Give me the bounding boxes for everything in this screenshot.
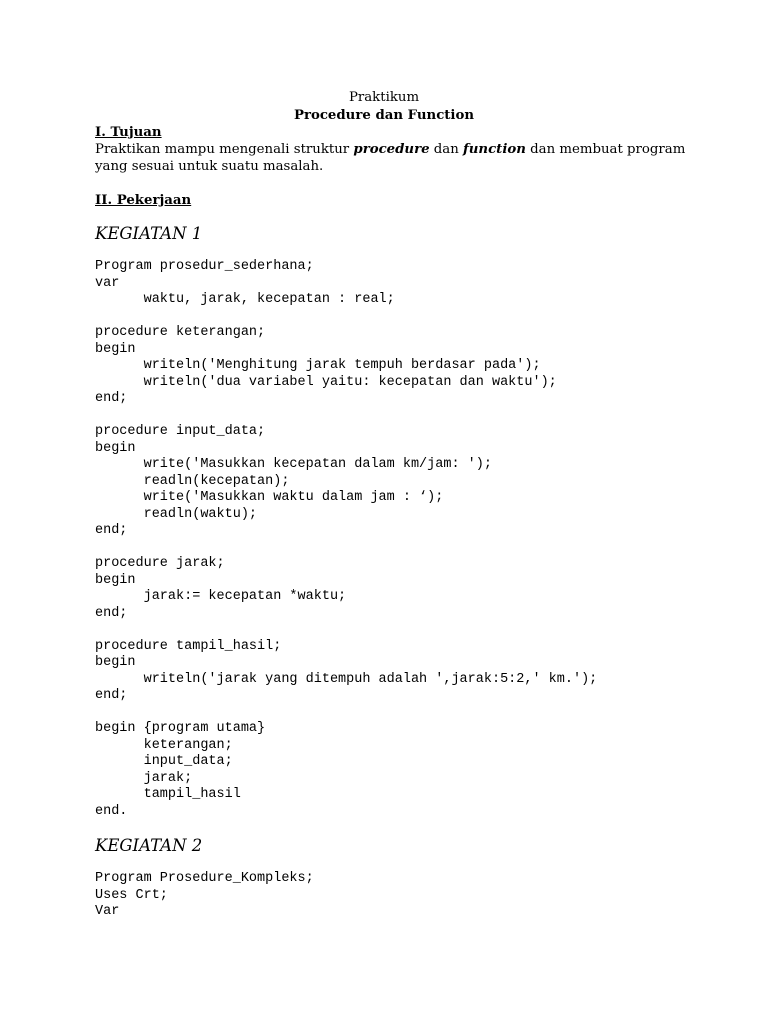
tujuan-text-1: Praktikan mampu mengenali struktur: [95, 142, 354, 157]
tujuan-text-2: dan: [429, 142, 464, 157]
kegiatan-1-heading: KEGIATAN 1: [95, 224, 203, 243]
section-heading-pekerjaan: II. Pekerjaan: [95, 193, 192, 208]
tujuan-text-3: dan membuat program: [525, 142, 686, 157]
emphasis-function: function: [463, 142, 526, 157]
document-subtitle: Procedure dan Function: [293, 108, 475, 123]
emphasis-procedure: procedure: [353, 142, 430, 157]
document-title: Praktikum: [348, 90, 420, 105]
section-heading-tujuan: I. Tujuan: [95, 125, 162, 140]
kegiatan-1-code-block: Program prosedur_sederhana; var waktu, jarak, kecepatan : real; procedure keterangan; begin writeln('Menghitung jarak tempuh berdasar pada'); writeln('dua variabel yaitu: kecepatan dan waktu'); end; procedure input_data; begin write('Masukkan kecepatan dalam km/jam: '); readln(kecepatan); write('Masukkan waktu dalam jam : ‘); readln(waktu); end; procedure jarak; begin jarak:= kecepatan *waktu; end; procedure tampil_hasil; begin writeln('jarak yang ditempuh adalah ',jarak:5:2,' km.'); end; begin {program utama} keterangan; input_data; jarak; tampil_hasil end.: [95, 259, 598, 819]
kegiatan-2-heading: KEGIATAN 2: [95, 836, 203, 855]
tujuan-paragraph-line-2: yang sesuai untuk suatu masalah.: [95, 159, 324, 174]
kegiatan-2-code-block: Program Prosedure_Kompleks; Uses Crt; Var: [95, 871, 314, 919]
tujuan-paragraph-line-1: [95, 141, 695, 158]
